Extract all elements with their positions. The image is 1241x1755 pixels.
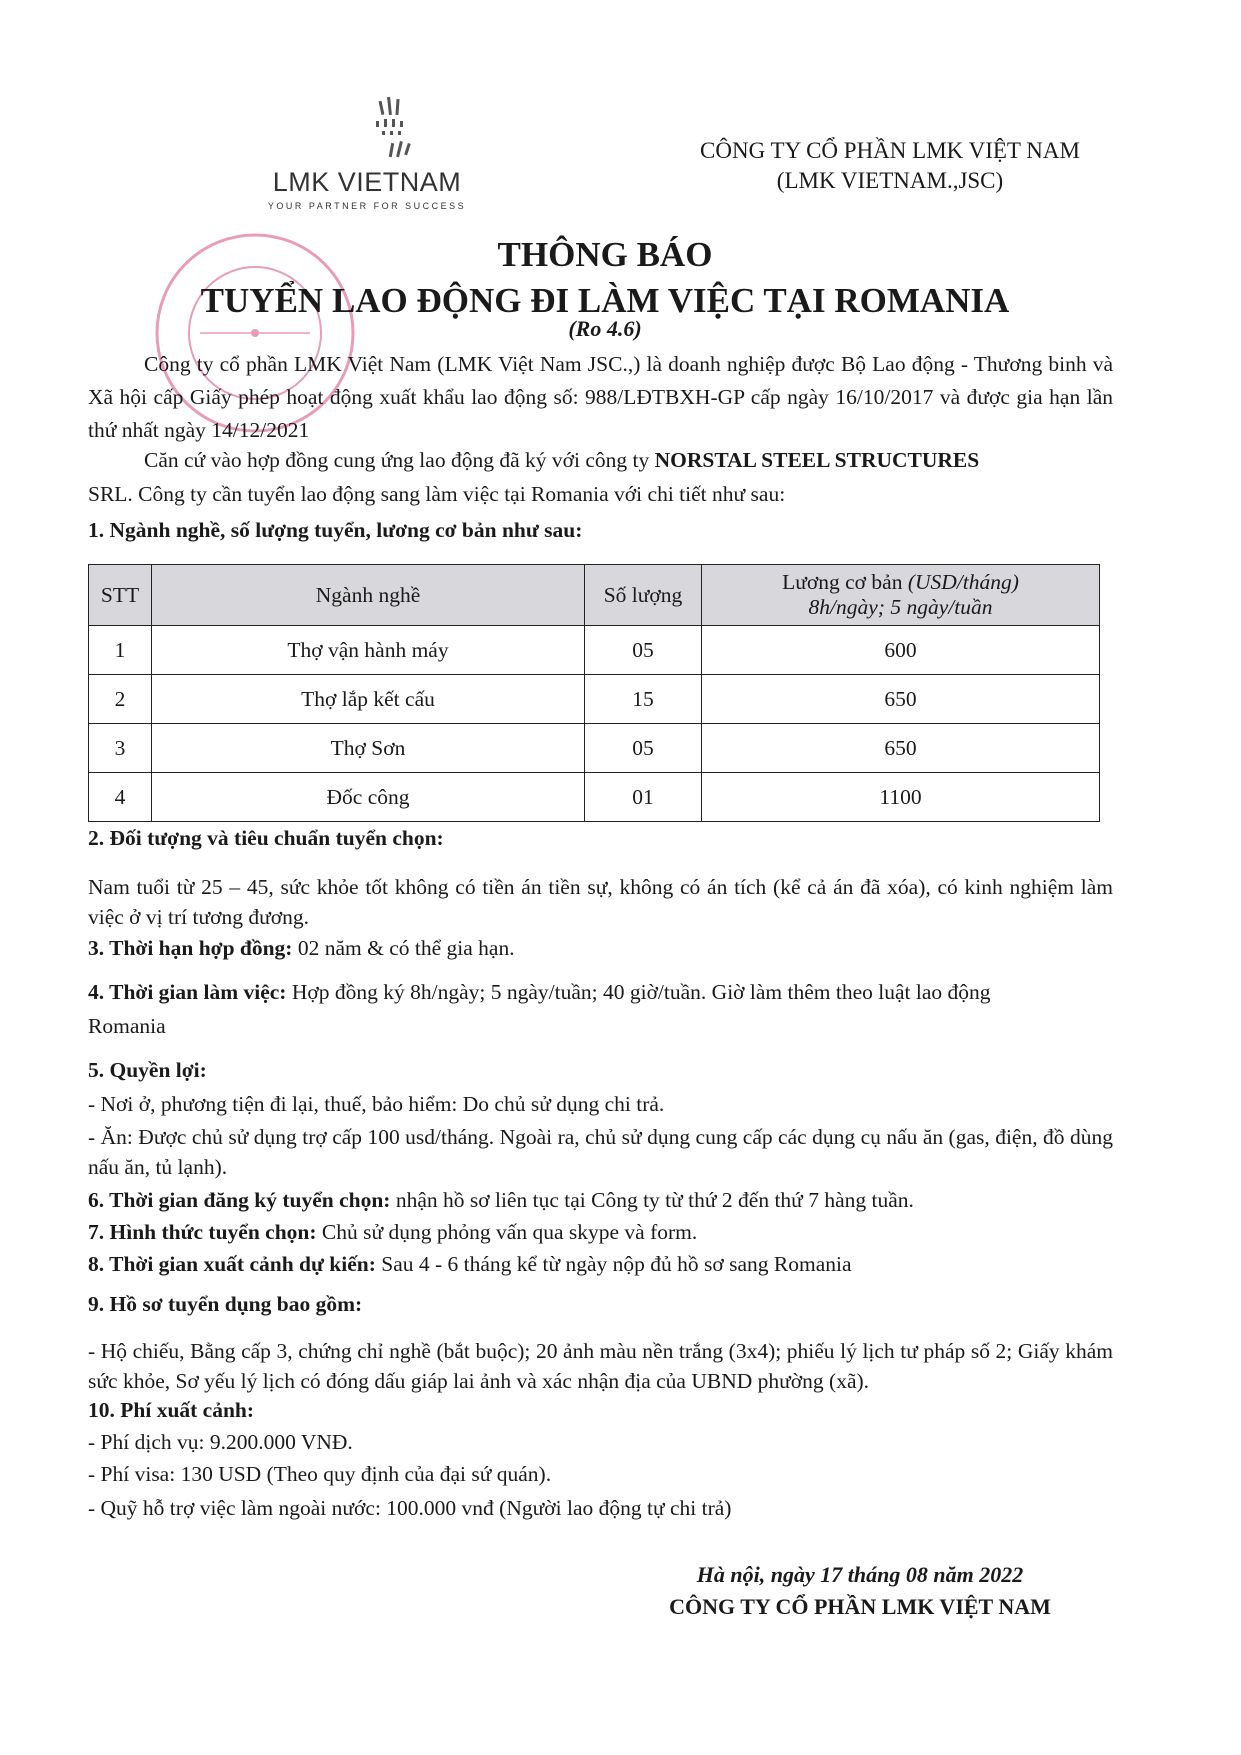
title-line2: TUYỂN LAO ĐỘNG ĐI LÀM VIỆC TẠI ROMANIA [200, 281, 1010, 320]
section6-label: 6. Thời gian đăng ký tuyển chọn: [88, 1188, 391, 1212]
intro-paragraph-2 [144, 448, 979, 473]
section10-item1: - Phí dịch vụ: 9.200.000 VNĐ. [88, 1430, 353, 1454]
section9-text: - Hộ chiếu, Bằng cấp 3, chứng chỉ nghề (bắt buộc); 20 ảnh màu nền trắng (3x4); phiếu lý lịch tư pháp số 2; Giấy khám sức khỏe, Sơ yếu lý lịch có đóng dấu giáp lai ảnh và xác nhận địa của UBND phường (xã). [88, 1339, 1113, 1393]
section9-heading: 9. Hồ sơ tuyển dụng bao gồm: [88, 1292, 363, 1316]
section7-label: 7. Hình thức tuyển chọn: [88, 1220, 317, 1244]
section4-text: Hợp đồng ký 8h/ngày; 5 ngày/tuần; 40 giờ/tuần. Giờ làm thêm theo luật lao động [286, 980, 991, 1004]
section10-item3: - Quỹ hỗ trợ việc làm ngoài nước: 100.000 vnđ (Người lao động tự chi trả) [88, 1496, 732, 1520]
document-code: (Ro 4.6) [568, 316, 642, 341]
table-header-row [89, 565, 1100, 626]
cell-stt: 4 [89, 773, 152, 822]
title-line1: THÔNG BÁO [497, 235, 713, 274]
document-title [160, 232, 1050, 324]
table-row [89, 773, 1100, 822]
cell-salary: 1100 [702, 773, 1100, 822]
header-salary-label: Lương cơ bản [782, 570, 903, 594]
logo-mark-icon [262, 95, 472, 167]
section4-label: 4. Thời gian làm việc: [88, 980, 287, 1004]
cell-qty: 15 [585, 675, 702, 724]
cell-job: Đốc công [152, 773, 585, 822]
section5-item2: - Ăn: Được chủ sử dụng trợ cấp 100 usd/tháng. Ngoài ra, chủ sử dụng cung cấp các dụng cụ nấu ăn (gas, điện, đồ dùng nấu ăn, tủ lạnh). [88, 1125, 1113, 1179]
cell-qty: 05 [585, 626, 702, 675]
cell-job: Thợ lắp kết cấu [152, 675, 585, 724]
cell-qty: 05 [585, 724, 702, 773]
cell-stt: 2 [89, 675, 152, 724]
company-abbr: (LMK VIETNAM.,JSC) [776, 168, 1004, 193]
section7-text: Chủ sử dụng phỏng vấn qua skype và form. [316, 1220, 698, 1244]
cell-qty: 01 [585, 773, 702, 822]
logo-name: LMK VIETNAM [272, 167, 462, 197]
section4 [88, 980, 991, 1005]
table-row [89, 675, 1100, 724]
intro-p2-prefix: Căn cứ vào hợp đồng cung ứng lao động đã ký với công ty [144, 448, 655, 472]
header-salary [702, 565, 1100, 626]
header-salary-note: 8h/ngày; 5 ngày/tuần [808, 595, 993, 619]
section2-text: Nam tuổi từ 25 – 45, sức khỏe tốt không có tiền án tiền sự, không có án tích (kể cả án đã xóa), có kinh nghiệm làm việc ở vị trí tương đương. [88, 875, 1113, 929]
section6-text: nhận hồ sơ liên tục tại Công ty từ thứ 2 đến thứ 7 hàng tuần. [390, 1188, 914, 1212]
section3-text: 02 năm & có thể gia hạn. [292, 936, 515, 960]
cell-salary: 600 [702, 626, 1100, 675]
signature-company: CÔNG TY CỔ PHẦN LMK VIỆT NAM [669, 1594, 1051, 1619]
company-logo [262, 95, 472, 215]
section10-item2: - Phí visa: 130 USD (Theo quy định của đại sứ quán). [88, 1462, 552, 1486]
cell-salary: 650 [702, 724, 1100, 773]
header-salary-unit: (USD/tháng) [907, 570, 1019, 594]
section5-heading: 5. Quyền lợi: [88, 1058, 207, 1082]
table-row [89, 626, 1100, 675]
section4-text2: Romania [88, 1014, 166, 1038]
cell-job: Thợ vận hành máy [152, 626, 585, 675]
signature-date: Hà nội, ngày 17 tháng 08 năm 2022 [696, 1562, 1024, 1587]
jobs-table [88, 564, 1100, 822]
intro-paragraph-1: Công ty cổ phần LMK Việt Nam (LMK Việt Nam JSC.,) là doanh nghiệp được Bộ Lao động - Thương binh và Xã hội cấp Giấy phép hoạt động xuất khẩu lao động số: 988/LĐTBXH-GP cấp ngày 16/10/2017 và được gia hạn lần thứ nhất ngày 14/12/2021 [88, 352, 1113, 442]
company-header [660, 136, 1120, 196]
partner-company: NORSTAL STEEL STRUCTURES [654, 448, 980, 472]
section8-text: Sau 4 - 6 tháng kể từ ngày nộp đủ hồ sơ sang Romania [375, 1252, 852, 1276]
header-stt: STT [89, 565, 152, 626]
header-qty: Số lượng [585, 565, 702, 626]
logo-tagline: YOUR PARTNER FOR SUCCESS [267, 201, 467, 211]
table-row [89, 724, 1100, 773]
cell-stt: 1 [89, 626, 152, 675]
section5-item1: - Nơi ở, phương tiện đi lại, thuế, bảo hiểm: Do chủ sử dụng chi trả. [88, 1092, 665, 1116]
section2-heading: 2. Đối tượng và tiêu chuẩn tuyển chọn: [88, 826, 444, 850]
intro-p2-line2: SRL. Công ty cần tuyển lao động sang làm việc tại Romania với chi tiết như sau: [88, 482, 786, 506]
company-name: CÔNG TY CỔ PHẦN LMK VIỆT NAM [700, 138, 1080, 163]
section1-heading: 1. Ngành nghề, số lượng tuyển, lương cơ bản như sau: [88, 518, 583, 542]
cell-job: Thợ Sơn [152, 724, 585, 773]
section8-label: 8. Thời gian xuất cảnh dự kiến: [88, 1252, 376, 1276]
section7 [88, 1220, 697, 1245]
section3-label: 3. Thời hạn hợp đồng: [88, 936, 293, 960]
section6 [88, 1188, 914, 1213]
section8 [88, 1252, 852, 1277]
section3 [88, 936, 515, 961]
section10-heading: 10. Phí xuất cảnh: [88, 1398, 255, 1422]
cell-salary: 650 [702, 675, 1100, 724]
header-job: Ngành nghề [152, 565, 585, 626]
cell-stt: 3 [89, 724, 152, 773]
